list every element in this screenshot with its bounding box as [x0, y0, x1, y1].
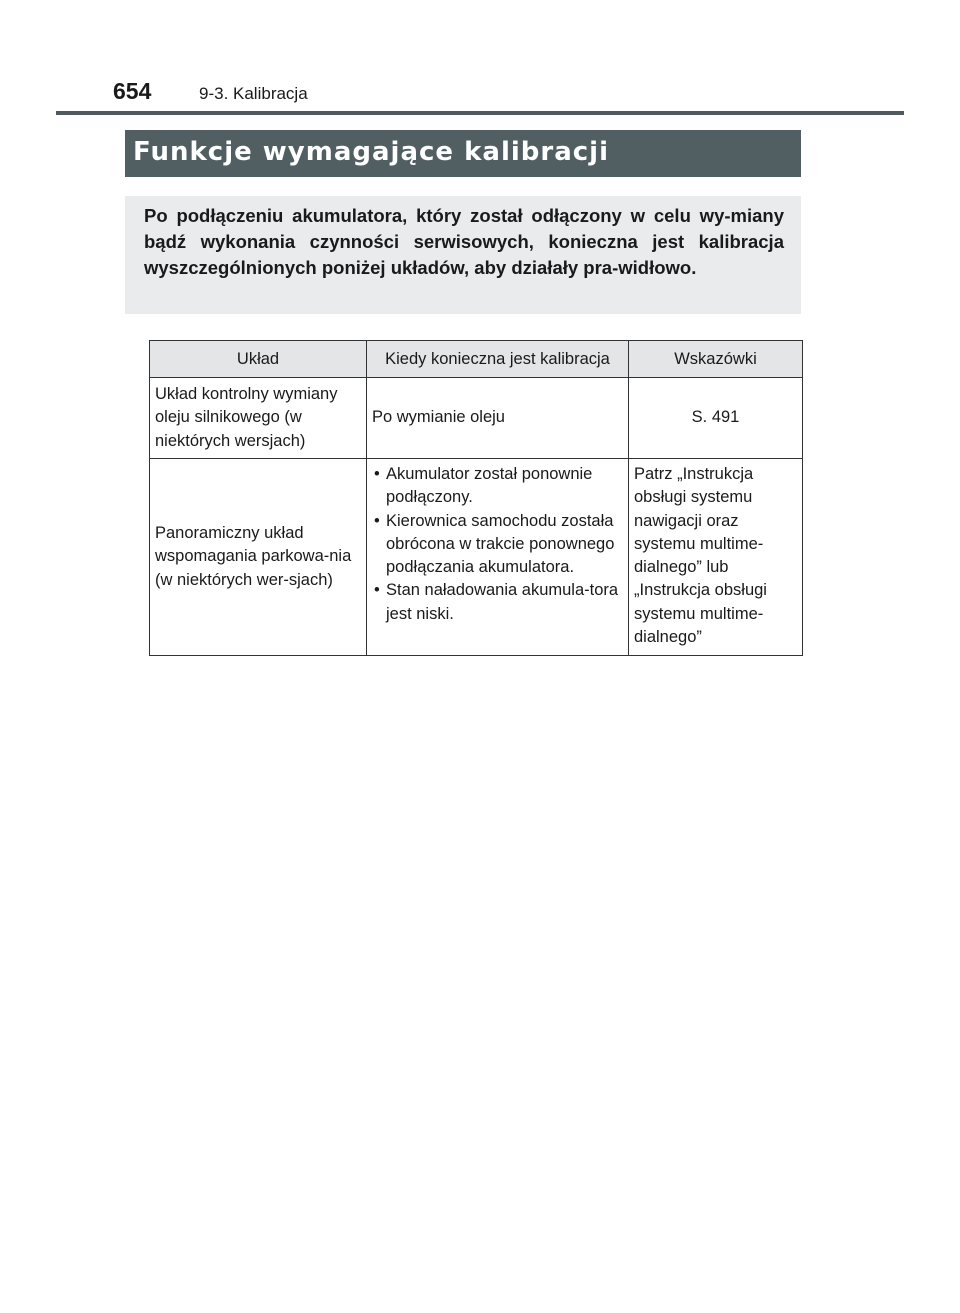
column-header-when: Kiedy konieczna jest kalibracja — [367, 341, 629, 378]
section-label: 9-3. Kalibracja — [199, 84, 308, 103]
page-title: Funkcje wymagające kalibracji — [133, 137, 609, 167]
list-item: • Kierownica samochodu została obrócona w trakcie ponownego podłączania akumulatora. — [372, 510, 623, 580]
hint-text: S. 491 — [691, 408, 740, 427]
section-title-bar — [125, 130, 801, 177]
table-cell-system — [150, 378, 367, 459]
table-header-row — [150, 341, 803, 378]
table-row — [150, 459, 803, 656]
table-cell-hint — [629, 378, 803, 459]
list-item: • Stan naładowania akumula-tora jest niski. — [372, 579, 623, 626]
calibration-table — [149, 340, 803, 656]
column-header-hints: Wskazówki — [629, 341, 803, 378]
page-header — [0, 0, 960, 116]
table-cell-hint — [629, 459, 803, 656]
system-text: Układ kontrolny wymiany oleju silnikowego (w niektórych wersjach) — [155, 385, 338, 450]
column-header-system: Układ — [150, 341, 367, 378]
table-cell-when — [367, 459, 629, 656]
system-text: Panoramiczny układ wspomagania parkowa-nia (w niektórych wer-sjach) — [155, 524, 352, 589]
when-text: Po wymianie oleju — [372, 408, 505, 427]
table-row — [150, 378, 803, 459]
intro-text: Po podłączeniu akumulatora, który został odłączony w celu wy-miany bądź wykonania czynności serwisowych, konieczna jest kalibracja wyszczególnionych poniżej układów, aby działały pra-widłowo. — [144, 205, 784, 278]
intro-box — [125, 196, 801, 314]
header-divider — [56, 111, 904, 115]
when-list — [372, 463, 623, 626]
table-cell-when — [367, 378, 629, 459]
hint-text: Patrz „Instrukcja obsługi systemu nawigacji oraz systemu multime-dialnego” lub „Instrukcja obsługi systemu multime-dialnego” — [634, 465, 767, 647]
list-item: • Akumulator został ponownie podłączony. — [372, 463, 623, 510]
page-number: 654 — [113, 78, 152, 104]
table-cell-system — [150, 459, 367, 656]
